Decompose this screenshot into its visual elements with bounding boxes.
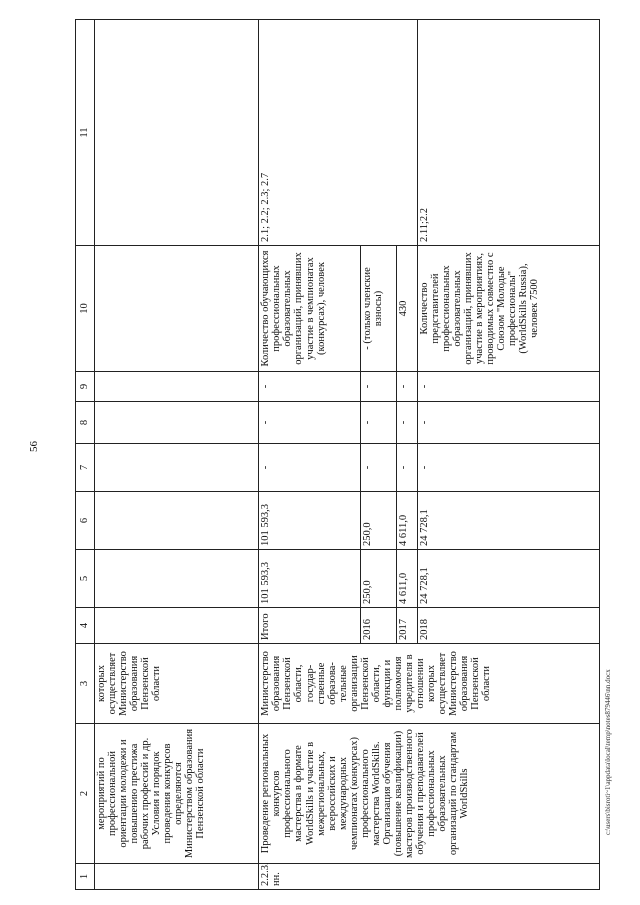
header-cell: 11 — [76, 20, 95, 246]
cell-dash: - — [397, 402, 418, 444]
header-cell: 1 — [76, 864, 95, 890]
cell-executor: Министерство образования Пензенской области, государ-ственные образова-тельные организации Пензенской области, функции и полномочия учредителя в отношении которых осуществляет Министерство образования Пензенской области — [259, 644, 600, 724]
cell-measure: Проведение региональных конкурсов профессионального мастерства в формате WorldSkills и участие в межрегиональных, всероссийских и международных чемпионатах (конкурсах) профессионального мастерства WorldSkills. Организация обучения (повышение квалификации) мастеров производственного обучения и преподавателей профессиональных образовательных организаций по стандартам WorldSkills — [259, 724, 600, 864]
cell-dash: - — [417, 372, 599, 402]
footer-file-path: c:\users\bisroti~1\appdata\local\temp\notes879446\nn.docx — [604, 669, 612, 835]
cell-indicator: - (только членские взносы) — [360, 246, 397, 372]
cell-dash: - — [259, 444, 360, 492]
rotated-table-container — [75, 20, 600, 890]
cell — [95, 492, 259, 550]
cell-year: Итого — [259, 608, 360, 644]
table-row — [259, 20, 360, 890]
cell-measure: мероприятий по профессиональной ориентации молодежи и повышению престижа рабочих профессий и др. Условия и порядок проведения конкурсов определяются Министерством образования Пензенской области — [95, 724, 259, 864]
cell-dash: - — [360, 372, 397, 402]
cell-amount: 4 611,0 — [397, 550, 418, 608]
cell — [95, 20, 259, 246]
header-cell: 6 — [76, 492, 95, 550]
cell — [95, 864, 259, 890]
cell-number: 2.2.3. нн. — [259, 864, 600, 890]
cell-amount: 24 728,1 — [417, 492, 599, 550]
cell — [95, 444, 259, 492]
cell-dash: - — [397, 372, 418, 402]
cell-indicator: Количество представителей профессиональных образовательных организаций, принявших участие в мероприятиях, проводимых совместно с Союзом "Молодые профессионалы" (WorldSkills Russia), человек 7500 — [417, 246, 599, 372]
cell — [95, 246, 259, 372]
cell-amount: 250,0 — [360, 492, 397, 550]
cell-amount: 250,0 — [360, 550, 397, 608]
continuation-row — [95, 20, 259, 890]
cell-indicator: Количество обучающихся профессиональных образовательных организаций, принявших участие в чемпионатах (конкурсах), человек — [259, 246, 360, 372]
cell — [95, 372, 259, 402]
program-table — [75, 19, 600, 890]
cell — [95, 608, 259, 644]
cell-dash: - — [259, 402, 360, 444]
cell-year: 2017 — [397, 608, 418, 644]
cell-dash: - — [397, 444, 418, 492]
header-cell: 10 — [76, 246, 95, 372]
cell-year: 2018 — [417, 608, 599, 644]
header-cell: 9 — [76, 372, 95, 402]
cell-amount: 101 593,3 — [259, 492, 360, 550]
cell — [95, 550, 259, 608]
cell-dash: - — [360, 444, 397, 492]
cell — [95, 402, 259, 444]
cell-dash: - — [360, 402, 397, 444]
header-cell: 8 — [76, 402, 95, 444]
cell-links: 2.11;2.2 — [417, 20, 599, 246]
header-cell: 4 — [76, 608, 95, 644]
cell-dash: - — [417, 444, 599, 492]
header-cell: 3 — [76, 644, 95, 724]
header-cell: 7 — [76, 444, 95, 492]
page-number: 56 — [28, 441, 40, 452]
cell-links: 2.1; 2.2; 2.3; 2.7 — [259, 20, 417, 246]
cell-year: 2016 — [360, 608, 397, 644]
cell-amount: 101 593,3 — [259, 550, 360, 608]
cell-dash: - — [259, 372, 360, 402]
header-cell: 5 — [76, 550, 95, 608]
cell-executor: которых осуществляет Министерство образования Пензенской области — [95, 644, 259, 724]
cell-dash: - — [417, 402, 599, 444]
header-cell: 2 — [76, 724, 95, 864]
header-row — [76, 20, 95, 890]
cell-amount: 24 728,1 — [417, 550, 599, 608]
cell-indicator: 430 — [397, 246, 418, 372]
cell-amount: 4 611,0 — [397, 492, 418, 550]
